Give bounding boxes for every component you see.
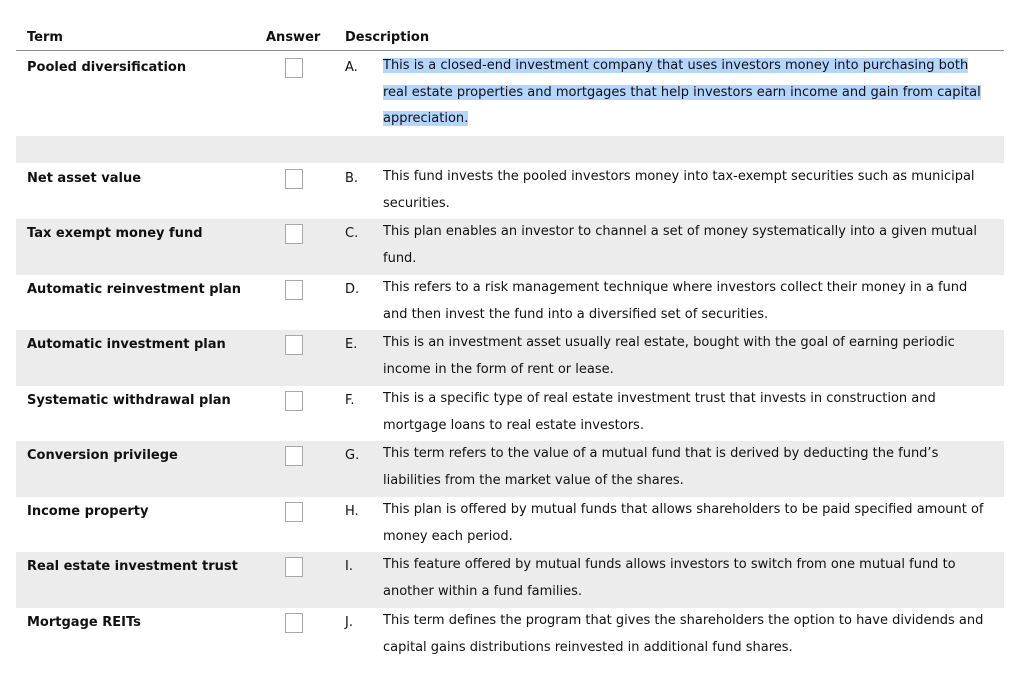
term-label: Conversion privilege [27, 448, 178, 463]
answer-input[interactable] [285, 613, 303, 633]
description-text: This is an investment asset usually real estate, bought with the goal of earning periodic income in the form of rent or lease. [383, 335, 955, 377]
description-letter: E. [345, 337, 358, 352]
description-letter: D. [345, 282, 360, 297]
description-letter: H. [345, 504, 359, 519]
answer-input[interactable] [285, 335, 303, 355]
answer-input[interactable] [285, 169, 303, 189]
term-label: Tax exempt money fund [27, 226, 203, 241]
row-band [16, 136, 1004, 163]
description-letter: F. [345, 393, 355, 408]
description-text: This term defines the program that gives the shareholders the option to have dividends and capital gains distributions reinvested in additional fund shares. [383, 613, 984, 655]
answer-input[interactable] [285, 502, 303, 522]
description-text: This plan is offered by mutual funds that allows shareholders to be paid specified amount of money each period. [383, 502, 984, 544]
description-letter: G. [345, 448, 360, 463]
term-label: Real estate investment trust [27, 559, 238, 574]
description-letter: J. [345, 615, 353, 630]
header-term: Term [27, 30, 63, 45]
selected-text: This is a closed-end investment company that uses investors money into purchasing both real estate properties and mortgages that help investors earn income and gain from capital appreciation. [383, 58, 981, 126]
answer-input[interactable] [285, 58, 303, 78]
term-label: Automatic reinvestment plan [27, 282, 242, 297]
description-text: This refers to a risk management technique where investors collect their money in a fund and then invest the fund into a diversified set of securities. [383, 280, 968, 322]
description-letter: A. [345, 60, 358, 75]
term-label: Income property [27, 504, 149, 519]
description-letter: I. [345, 559, 353, 574]
description-letter: C. [345, 226, 359, 241]
header-description: Description [345, 30, 430, 45]
term-label: Mortgage REITs [27, 615, 141, 630]
term-label: Net asset value [27, 171, 142, 186]
term-label: Automatic investment plan [27, 337, 226, 352]
description-text: This fund invests the pooled investors money into tax-exempt securities such as municipal securities. [383, 169, 975, 211]
term-label: Pooled diversification [27, 60, 187, 75]
answer-input[interactable] [285, 557, 303, 577]
description-text [383, 53, 989, 133]
description-text: This plan enables an investor to channel a set of money systematically into a given mutual fund. [383, 224, 977, 266]
answer-input[interactable] [285, 224, 303, 244]
answer-input[interactable] [285, 391, 303, 411]
description-text: This feature offered by mutual funds allows investors to switch from one mutual fund to another within a fund families. [383, 557, 956, 599]
answer-input[interactable] [285, 446, 303, 466]
description-text: This term refers to the value of a mutual fund that is derived by deducting the fund’s liabilities from the market value of the shares. [383, 446, 939, 488]
header-divider [16, 50, 1004, 51]
term-label: Systematic withdrawal plan [27, 393, 231, 408]
answer-input[interactable] [285, 280, 303, 300]
header-answer: Answer [266, 30, 321, 45]
description-text: This is a specific type of real estate investment trust that invests in construction and mortgage loans to real estate investors. [383, 391, 936, 433]
description-letter: B. [345, 171, 359, 186]
